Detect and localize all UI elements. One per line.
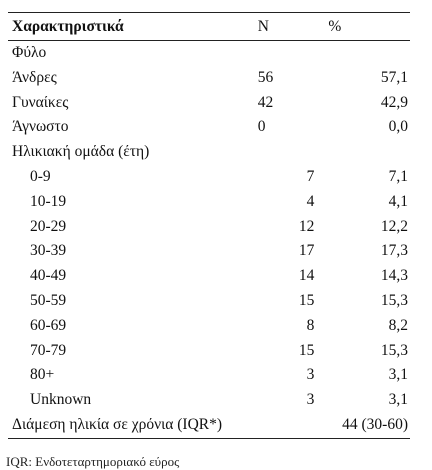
row-n: 14 — [298, 267, 315, 285]
table-header-row — [8, 13, 410, 41]
table-row — [8, 91, 410, 116]
row-percent: 15,3 — [380, 291, 408, 309]
row-label: 80+ — [30, 366, 55, 384]
row-n: 17 — [298, 242, 315, 260]
row-label: 70-79 — [30, 341, 67, 359]
row-n: 15 — [298, 291, 315, 309]
row-n: 12 — [298, 217, 315, 235]
table-row — [8, 215, 410, 240]
row-percent: 17,3 — [380, 242, 408, 260]
row-percent: 3,1 — [388, 366, 408, 384]
row-label: 50-59 — [30, 291, 67, 309]
sex-heading: Φύλο — [12, 44, 47, 61]
table-row — [8, 289, 410, 314]
median-age-label: Διάμεση ηλικία σε χρόνια (IQR*) — [8, 413, 252, 438]
section-heading-row — [8, 41, 410, 66]
row-label: 0-9 — [30, 167, 51, 185]
table-row — [8, 339, 410, 364]
table-row — [8, 165, 410, 190]
header-characteristics: Χαρακτηριστικά — [8, 13, 252, 41]
row-percent: 12,2 — [380, 217, 408, 235]
row-percent: 15,3 — [380, 341, 408, 359]
table-row — [8, 190, 410, 215]
row-label: 20-29 — [30, 217, 67, 235]
row-n: 7 — [306, 167, 315, 185]
row-n: 4 — [306, 192, 315, 210]
row-percent: 14,3 — [380, 267, 408, 285]
characteristics-table — [8, 12, 410, 439]
row-n: 42 — [257, 93, 274, 111]
median-age-value: 44 (30-60) — [252, 413, 410, 438]
row-n: 8 — [306, 316, 315, 334]
row-n: 56 — [257, 68, 274, 86]
row-n: 3 — [306, 366, 315, 384]
row-percent: 3,1 — [388, 391, 408, 409]
row-label: Άνδρες — [12, 68, 57, 86]
median-age-row — [8, 413, 410, 438]
table-row — [8, 363, 410, 388]
row-label: 60-69 — [30, 316, 67, 334]
table-row — [8, 115, 410, 140]
row-label: Άγνωστο — [12, 118, 69, 136]
header-percent: % — [318, 13, 410, 41]
table-row — [8, 66, 410, 91]
section-heading-row — [8, 140, 410, 165]
row-label: Γυναίκες — [12, 93, 69, 111]
row-label: 40-49 — [30, 267, 67, 285]
row-n: 15 — [298, 341, 315, 359]
row-percent: 4,1 — [388, 192, 408, 210]
row-percent: 0,0 — [388, 118, 408, 136]
table-footnote: IQR: Ενδοτεταρτημοριακό εύρος — [6, 454, 180, 469]
row-percent: 57,1 — [380, 68, 408, 86]
age-heading: Ηλικιακή ομάδα (έτη) — [12, 143, 150, 161]
table-row — [8, 239, 410, 264]
row-percent: 8,2 — [388, 316, 408, 334]
row-percent: 7,1 — [388, 167, 408, 185]
header-n: N — [252, 13, 319, 41]
row-n: 0 — [257, 118, 266, 136]
row-percent: 42,9 — [380, 93, 408, 111]
row-label: 10-19 — [30, 192, 67, 210]
table-row — [8, 314, 410, 339]
row-label: 30-39 — [30, 242, 67, 260]
row-label: Unknown — [30, 391, 92, 409]
table-row — [8, 264, 410, 289]
table-row — [8, 388, 410, 413]
row-n: 3 — [306, 391, 315, 409]
